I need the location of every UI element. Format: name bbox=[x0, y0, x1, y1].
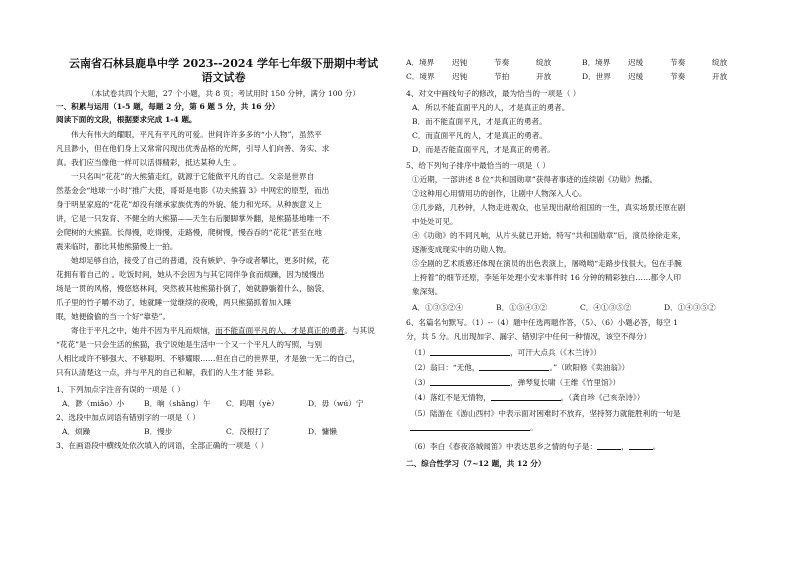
q3-option-c[interactable]: C．境界 bbox=[406, 72, 435, 81]
passage-line: 然基金会“地球一小时”推广大使，哥哥是电影《功夫熊猫 3》中网宏的原型，而出 bbox=[56, 186, 330, 195]
passage-line: 场是一贯的风格，慢悠悠林间，突然被其他熊猫扑倒了，她就静躺着什么，脑袋， bbox=[56, 284, 330, 293]
q5-item: ③几步路，几秒钟，人物走进观众，也呈现出献给祖国的一生，真实场景还原在剧 bbox=[412, 203, 686, 212]
passage-line: “花花”是一只会生活的熊猫，我宁说她是生活中一个又一个平凡人的写照，与别 bbox=[56, 340, 322, 349]
q3-cell: 迟钝 bbox=[452, 58, 468, 67]
q3-cell: 迟缓 bbox=[628, 58, 644, 67]
q5-option-d[interactable]: D．①④③⑤② bbox=[664, 303, 716, 312]
q5-item: 中处处可见。 bbox=[412, 217, 458, 226]
underlined-sentence: 而不能直面平凡的人，才是真正的勇者 bbox=[215, 326, 345, 335]
passage-line: 讲，它是一只发育、不健全的大熊猫——天生右后腿脚掌外翻，是熊猫基地唯一不 bbox=[56, 214, 330, 223]
passage-line-underlined: 寄住于平凡之中，她并不因为平凡而烦恼，而不能直面平凡的人，才是真正的勇者。与其说 bbox=[71, 326, 375, 335]
answer-blank[interactable] bbox=[491, 392, 561, 401]
answer-blank[interactable] bbox=[430, 347, 510, 356]
q1-option-a[interactable]: A．渺（miǎo）小 bbox=[62, 399, 125, 408]
q5-option-c[interactable]: C．④①③⑤② bbox=[580, 303, 632, 312]
question-4: 4、对文中画线句子的修改，最为恰当的一项是（ ） bbox=[406, 89, 581, 98]
exam-subject-title: 语文试卷 bbox=[201, 71, 246, 84]
q3-option-d[interactable]: D．世界 bbox=[582, 72, 611, 81]
q5-item: ④《功勋》的不同凡响，从片头就已开始。特写“共和国勋章”后，演员徐徐走来， bbox=[412, 231, 686, 240]
q6-line-5: （5）陆游在《游山西村》中表示面对困难时不放弃，坚持努力就能胜利的一句是 bbox=[410, 409, 681, 418]
exam-note: （本试卷共四个大题，27 个小题，共 8 页；考试用时 150 分钟，满分 100 分） bbox=[86, 89, 360, 98]
q4-option-a[interactable]: A．所以不能直面平凡的人，才是真正的勇者。 bbox=[412, 103, 570, 112]
q1-option-c[interactable]: C．呜咽（yè） bbox=[226, 399, 279, 408]
question-6: 6、名篇名句默写。（1）--（4）题中任选两题作答，（5）、（6）小题必答，每空 1 bbox=[406, 318, 678, 327]
q4-option-c[interactable]: C．而直面平凡的人，才是真正的勇者。 bbox=[412, 131, 547, 140]
q5-item: ①近期，一部讲述 8 位“共和国勋章”获得者事迹的连续剧《功勋》热播。 bbox=[412, 175, 658, 184]
passage-line: 爪子里的竹子嚼不动了，她就睡一觉继续的夜晚，两只熊猫抓着加入睡 bbox=[56, 298, 292, 307]
q3-cell: 节奏 bbox=[494, 58, 510, 67]
passage-line: 身于明星家庭的“花花”却没有继承家族优秀的外貌、能力和光环。从种族意义上 bbox=[56, 200, 322, 209]
answer-blank[interactable] bbox=[597, 441, 621, 450]
section2-heading: 二、综合性学习（7~12 题，共 12 分） bbox=[406, 459, 546, 468]
answer-blank[interactable] bbox=[410, 422, 530, 431]
q6-line-5-answer: 。 bbox=[410, 422, 755, 434]
passage-line: 真。我们应当像他一样可以活得精彩，抵达某种人生 。 bbox=[56, 158, 241, 167]
q6-line-4: （4）落红不是无情物， 。（龚自珍《己亥杂诗》） bbox=[410, 393, 645, 402]
passage-line: 她却足够自洽，接受了自己的普通，没有嫉妒、争夺或者攀比，更多时候，花 bbox=[71, 256, 330, 265]
passage-line: 一只名叫“花花”的大熊猫走红，就源于它能做平凡的自己。父亲是世界自 bbox=[71, 172, 315, 181]
q2-options bbox=[62, 426, 397, 438]
question-5: 5、给下列句子排序中最恰当的一项是（ ） bbox=[406, 161, 550, 170]
q3-cell: 迟钝 bbox=[452, 72, 468, 81]
answer-blank[interactable] bbox=[479, 362, 549, 371]
answer-blank[interactable] bbox=[629, 441, 653, 450]
q1-option-b[interactable]: B．晌（shǎng）午 bbox=[144, 399, 211, 408]
q1-options bbox=[62, 398, 397, 410]
passage-line: 花拥有着自己的 。吃饭时间，她从不会因为与其它同伴争食而烦躁，因为缓慢出 bbox=[56, 270, 325, 279]
q3-cell: 节奏 bbox=[670, 72, 686, 81]
q6-line-6: （6）李白《春夜洛城闻笛》中表达思乡之情的句子是： ， 。 bbox=[410, 442, 661, 451]
question-2: 2、选段中加点词语有错别字的一项是（ ） bbox=[56, 413, 200, 422]
q3-cell: 迟缓 bbox=[628, 72, 644, 81]
section1-heading: 一、积累与运用（1-5 题，每题 2 分，第 6 题 5 分，共 16 分） bbox=[56, 102, 280, 111]
q6-line-1: （1） ，可汗大点兵（《木兰诗》） bbox=[410, 348, 602, 357]
q2-option-a[interactable]: A．烦躁 bbox=[62, 427, 91, 436]
q5-option-a[interactable]: A．①③⑤②④ bbox=[412, 303, 464, 312]
q3-cell: 节奏 bbox=[670, 58, 686, 67]
q6-line-2: （2）翁曰：“无他， 。”（欧阳修《卖油翁》） bbox=[410, 363, 630, 372]
q3-cell: 开放 bbox=[536, 72, 552, 81]
q4-option-b[interactable]: B．而不能直面平凡，才是真正的勇者。 bbox=[412, 117, 547, 126]
q5-option-b[interactable]: B．①⑤④③② bbox=[496, 303, 548, 312]
q5-item: ②这种用心用情用功的创作，让剧中人物深入人心。 bbox=[412, 189, 587, 198]
section1-instruction: 阅读下面的文段，根据要求完成 1-4 题。 bbox=[56, 115, 197, 124]
passage-line: 伟大有伟大的耀眼，平凡有平凡的可爱。世间许许多多的“小人物”，虽然平 bbox=[71, 130, 322, 139]
q3-cell: 绽放 bbox=[712, 58, 728, 67]
passage-line: 只有认清楚这一点，并与平凡的自己和解，我们的人生才能 异彩。 bbox=[56, 368, 279, 377]
q4-option-d[interactable]: D．而是否能直面平凡，才是真正的勇者。 bbox=[412, 145, 555, 154]
q3-options-row-1 bbox=[406, 57, 751, 69]
q3-option-b[interactable]: B．境界 bbox=[582, 58, 611, 67]
q3-cell: 开放 bbox=[712, 72, 728, 81]
q5-item: 上挎着”的细节还原，李延年处理小安未事件时 16 分钟的精彩独白……都令人印 bbox=[412, 273, 681, 282]
q3-options-row-2 bbox=[406, 71, 751, 83]
q2-option-c[interactable]: C．没根打了 bbox=[226, 427, 270, 436]
passage-line: 凡且渺小，但在他们身上又常常闪现出优秀品格的光辉，引导人们向善、务实、求 bbox=[56, 144, 330, 153]
question-3: 3、在画语段中横线处依次填入的词语，全部正确的一项是（ ） bbox=[56, 441, 269, 450]
passage-line: 眠，她便偷偷的当一个好“靠垫”。 bbox=[56, 312, 171, 321]
q3-cell: 节拍 bbox=[494, 72, 510, 81]
question-6-cont: 分，共 5 分。凡出现加字、漏字、错别字中任何一种情况，该空不得分） bbox=[406, 332, 652, 341]
answer-blank[interactable] bbox=[430, 377, 510, 386]
passage-line: 震来临时，都比其他熊猫慢上一拍。 bbox=[56, 242, 178, 251]
q5-item: 象深刻。 bbox=[412, 287, 443, 296]
q5-options bbox=[412, 302, 757, 314]
q1-option-d[interactable]: D．毋（wú）宁 bbox=[308, 399, 364, 408]
q3-cell: 绽放 bbox=[536, 58, 552, 67]
passage-line: 会爬树的大熊猫。长得慢，吃得慢，走路慢，爬树慢，慢吞吞的“花花”甚至在地 bbox=[56, 228, 322, 237]
exam-title: 云南省石林县鹿阜中学 2023--2024 学年七年级下册期中考试 bbox=[68, 57, 379, 70]
q2-option-b[interactable]: B．慢步 bbox=[144, 427, 173, 436]
question-1: 1、下列加点字注音有误的一项是（ ） bbox=[56, 385, 185, 394]
q2-option-d[interactable]: D．慵懒 bbox=[308, 427, 337, 436]
q3-option-a[interactable]: A．境界 bbox=[406, 58, 435, 67]
q6-line-3: （3） ，弹琴复长啸（王维《竹里馆》） bbox=[410, 378, 621, 387]
passage-line: 人相比或许不够强大、不够聪明、不够耀眼……但在自己的世界里，才是独一无二的自己， bbox=[56, 354, 360, 363]
q5-item: 逐渐变成现实中的功勋人物。 bbox=[412, 245, 511, 254]
q5-item: ⑤全剧的艺术质感还体现在演员的出色表演上，屠呦呦“走路步伐很大，包在手腕 bbox=[412, 259, 682, 268]
